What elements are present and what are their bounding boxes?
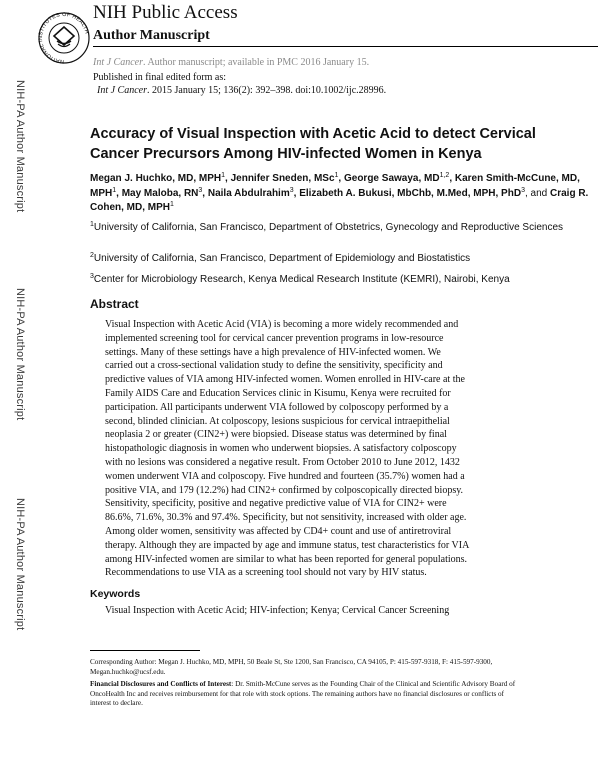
footnote-divider <box>90 650 200 651</box>
abstract-heading: Abstract <box>90 297 139 311</box>
affiliation-text: University of California, San Francisco, Department of Obstetrics, Gynecology and Reproductive Sciences <box>93 222 564 233</box>
author-name: May Maloba, RN <box>121 187 199 199</box>
header-divider <box>93 46 598 47</box>
author-list <box>90 172 590 216</box>
author-affiliation-marker: 3 <box>289 186 294 194</box>
header-subtitle: Author Manuscript <box>93 28 210 43</box>
keywords-heading: Keywords <box>90 588 141 600</box>
nih-seal-logo <box>38 2 90 74</box>
author-separator: , <box>449 173 455 184</box>
article-title: Accuracy of Visual Inspection with Acetic Acid to detect Cervical Cancer Precursors Among HIV-infected Women in Kenya <box>90 126 536 162</box>
author-affiliation-marker: 1 <box>112 186 117 194</box>
abstract-body: Visual Inspection with Acetic Acid (VIA) is becoming a more widely recommended and implemented screening tool for cervical cancer prevention programs in low-resource settings. Many of these settings have a high prevalence of HIV-infected women. We carried out a cross-sectional validation study to define the sensitivity, specificity and predictive values of VIA among HIV-infected women. Women enrolled in HIV-care at the Family AIDS Care and Education Services clinic in Kisumu, Kenya were recruited for participation. All participants underwent VIA followed by colposcopy performed by a second, blinded clinician. At colposcopy, lesions suspicious for cervical intraepithelial neoplasia 2 or greater (CIN2+) were biopsied. Disease status was determined by final histopathologic diagnosis in women who underwent biopsies. A satisfactory colposcopy with no lesions was considered a negative result. From October 2010 to June 2012, 1432 women underwent VIA and colposcopy. Five hundred and fourteen (35.7%) women had a positive VIA, and 179 (12.2%) had CIN2+ confirmed by colposcopically directed biopsy. Sensitivity, specificity, positive and negative predictive value of VIA for CIN2+ were 86.6%, 71.6%, 30.3% and 97.4%. Specificity, but not sensitivity, increased with older age. Among older women, sensitivity was affected by CD4+ count and use of antiretroviral therapy. Although they are impacted by age and immune status, test characteristics for VIA among HIV-infected women are similar to what has been reported for general populations. Recommendations to use VIA as a screening tool should not vary by HIV status. <box>105 319 469 579</box>
author-separator: , <box>338 173 344 184</box>
side-watermark: NIH-PA Author Manuscript <box>14 498 26 631</box>
corresponding-author-note: Corresponding Author: Megan J. Huchko, MD, MPH, 50 Beale St, Ste 1200, San Francisco, CA 94105, P: 415-597-9318, F: 415-597-9300, Megan.huchko@ucsf.edu. <box>90 658 493 676</box>
publication-citation <box>97 85 386 97</box>
author-name: Craig R. Cohen, MD, MPH <box>90 187 589 213</box>
author-affiliation-marker: 1 <box>334 172 339 179</box>
affiliation-number: 2 <box>90 252 94 259</box>
affiliation-text: University of California, San Francisco, Department of Epidemiology and Biostatistics <box>93 253 471 264</box>
affiliation-number: 1 <box>90 221 94 228</box>
side-watermark: NIH-PA Author Manuscript <box>14 80 26 213</box>
author-separator: , <box>225 173 231 184</box>
author-name: George Sawaya, MD <box>343 173 440 184</box>
logo-ring-text: NATIONAL INSTITUTES OF HEALTH <box>38 11 90 65</box>
side-watermark: NIH-PA Author Manuscript <box>14 288 26 421</box>
header-journal-name: Int J Cancer <box>93 57 143 68</box>
author-name: Naila Abdulrahim <box>207 187 290 199</box>
author-separator: , <box>116 187 122 199</box>
affiliation <box>90 221 590 234</box>
disclosure-note <box>90 680 520 709</box>
author-name: Megan J. Huchko, MD, MPH <box>90 173 222 184</box>
author-separator: , and <box>524 187 550 199</box>
disclosure-text: : Dr. Smith-McCune serves as the Founding Chair of the Clinical and Scientific Advisory Board of OncoHealth Inc and receives reimbursement for that role with stock options. The remaining authors have no financial disclosures or conflicts of interest to declare. <box>90 680 516 707</box>
affiliation-text: Center for Microbiology Research, Kenya Medical Research Institute (KEMRI), Nairobi, Kenya <box>93 274 510 285</box>
keywords-list: Visual Inspection with Acetic Acid; HIV-infection; Kenya; Cervical Cancer Screening <box>105 605 450 616</box>
published-in-label: Published in final edited form as: <box>93 72 227 83</box>
author-name: Jennifer Sneden, MSc <box>230 173 335 184</box>
author-affiliation-marker: 1 <box>170 201 174 208</box>
author-affiliation-marker: 1,2 <box>439 172 450 179</box>
affiliation <box>90 252 590 265</box>
author-separator: , <box>202 187 208 199</box>
citation-details: . 2015 January 15; 136(2): 392–398. doi:10.1002/ijc.28996. <box>147 85 387 96</box>
header-availability-line <box>93 57 369 69</box>
author-affiliation-marker: 3 <box>521 186 525 194</box>
header-availability-text: . Author manuscript; available in PMC 2016 January 15. <box>143 57 370 68</box>
author-name: Karen Smith-McCune, MD, MPH <box>90 173 580 199</box>
author-separator: , <box>293 187 300 199</box>
affiliation-number: 3 <box>90 273 94 280</box>
disclosure-label: Financial Disclosures and Conflicts of Interest <box>90 680 232 688</box>
author-affiliation-marker: 3 <box>198 186 203 194</box>
affiliation <box>90 273 590 286</box>
author-affiliation-marker: 1 <box>221 172 226 179</box>
header-title: NIH Public Access <box>93 2 238 23</box>
author-name: Elizabeth A. Bukusi, MbChb, M.Med, MPH, PhD <box>299 187 522 199</box>
citation-journal: Int J Cancer <box>97 85 147 96</box>
